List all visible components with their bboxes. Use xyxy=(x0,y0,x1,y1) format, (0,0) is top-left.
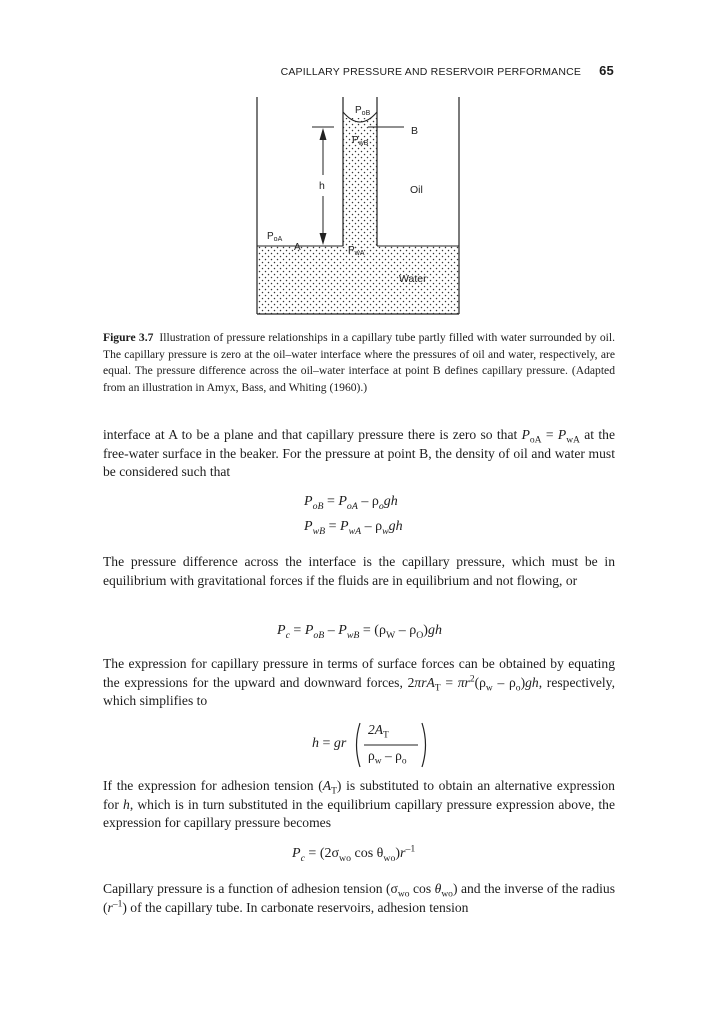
paragraph-3: The expression for capillary pressure in terms of surface forces can be obtained by equating the expressions for the upward and downward forces, $2\pi rA_T = \pi r^2(\rho_w - \rho_o)gh$, respectively, which simplifies to xyxy=(103,656,615,709)
equation-h-numerator: $2A_T$ xyxy=(368,722,389,741)
equation-h-denominator: $\rho_w - \rho_o$ xyxy=(368,748,407,767)
label-a: A xyxy=(294,242,301,253)
label-water: Water xyxy=(399,273,427,285)
equation-pc-adhesion: $P_c = (2\sigma_{wo}$ $\cos \theta_{wo})r^{-1}$ xyxy=(292,843,416,864)
figure-number: Figure 3.7 xyxy=(103,331,154,344)
label-poa: $P_{oA}$ xyxy=(267,231,283,243)
figure-caption xyxy=(103,330,615,396)
left-paren xyxy=(357,723,361,767)
label-oil: Oil xyxy=(410,184,423,196)
label-h: h xyxy=(319,180,325,192)
right-paren xyxy=(422,723,426,767)
paragraph-5: Capillary pressure is a function of adhesion tension ($\sigma_{wo}$ $\cos \theta_{wo}$) and the inverse of the radius $(r^{-1})$ of the capillary tube. In carbonate reservoirs, adhesion tension xyxy=(103,881,615,915)
equation-pwb: $P_{wB} = P_{wA} - \rho_wgh$ xyxy=(304,519,403,537)
equation-pc: $P_c = P_{oB} - P_{wB} = (\rho_W - \rho_O)gh$ xyxy=(277,623,442,641)
equation-pob: $P_{oB} = P_{oA} - \rho_ogh$ xyxy=(304,494,398,512)
equation-h-lhs: h = gr xyxy=(312,736,347,751)
caption-text: Illustration of pressure relationships in a capillary tube partly filled with water surrounded by oil. The capillary pressure is zero at the oil–water interface where the pressures of oil and water, respectively, are equal. The pressure difference across the oil–water interface at point B defines capillary pressure. (Adapted from an illustration in Amyx, Bass, and Whiting (1960).) xyxy=(103,331,615,394)
label-pwb: $P_{wB}$ xyxy=(352,135,369,147)
running-title: CAPILLARY PRESSURE AND RESERVOIR PERFORMANCE xyxy=(280,66,582,78)
label-b: B xyxy=(411,125,419,137)
paragraph-1: interface at A to be a plane and that capillary pressure there is zero so that $P_{oA} = P_{wA}$ at the free-water surface in the beaker. For the pressure at point B, the density of oil and water must be considered such that xyxy=(103,427,615,480)
h-arrow-down-head xyxy=(320,233,327,245)
label-pob: $P_{oB}$ xyxy=(355,105,371,117)
h-arrow-up-head xyxy=(320,128,327,140)
paragraph-4: If the expression for adhesion tension $(A_T)$ is substituted to obtain an alternative expression for h, which is in turn substituted in the equilibrium capillary pressure expression above, the expression for capillary pressure becomes xyxy=(103,778,615,831)
capillary-water-column xyxy=(343,118,377,248)
label-pwa: $P_{wA}$ xyxy=(348,245,365,257)
page-number: 65 xyxy=(599,63,614,78)
capillary-tube-figure xyxy=(0,0,716,330)
paragraph-2: The pressure difference across the interface is the capillary pressure, which must be in equilibrium with gravitational forces if the fluids are in equilibrium and not flowing, or xyxy=(103,554,615,588)
